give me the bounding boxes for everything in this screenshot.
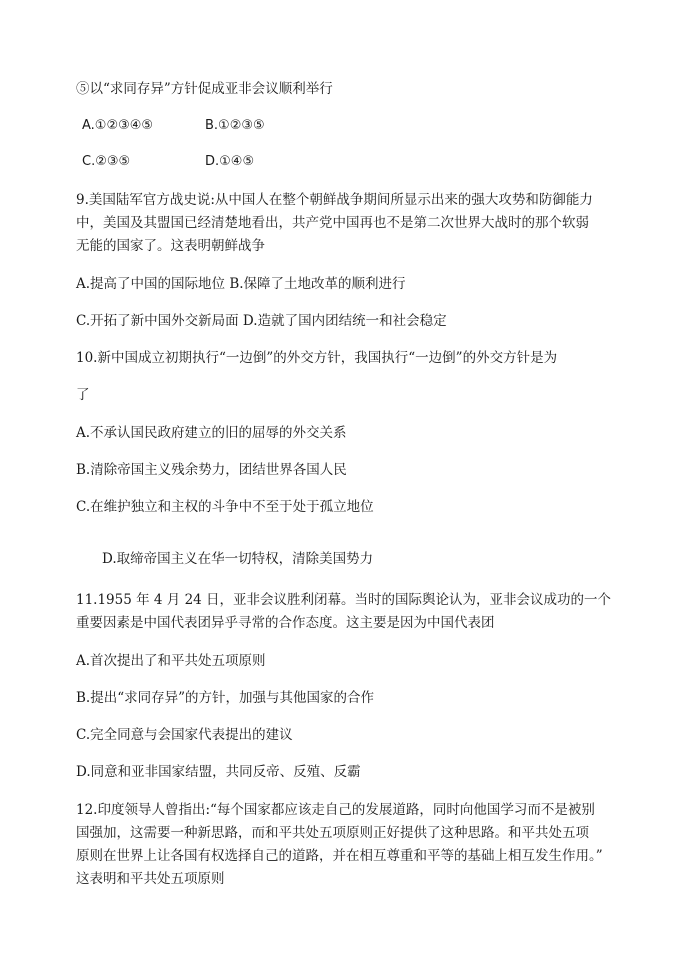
q10-option-d: D.取缔帝国主义在华一切特权，清除美国势力	[102, 551, 374, 567]
q10-stem-line-1: 10.新中国成立初期执行“一边倒”的外交方针，我国执行“一边倒”的外交方针是为	[76, 350, 558, 366]
q10-stem-line-2: 了	[76, 387, 90, 403]
q8-option-c: C.②③⑤	[82, 154, 131, 169]
q11-option-b: B.提出“求同存异”的方针，加强与其他国家的合作	[76, 690, 375, 706]
q11-option-d: D.同意和亚非国家结盟，共同反帝、反殖、反霸	[76, 764, 361, 780]
q9-options-line-1: A.提高了中国的国际地位 B.保障了土地改革的顺利进行	[76, 276, 406, 292]
q10-option-a: A.不承认国民政府建立的旧的屈辱的外交关系	[76, 425, 347, 441]
q9-stem-line-3: 无能的国家了。这表明朝鲜战争	[76, 238, 265, 254]
q11-option-a: A.首次提出了和平共处五项原则	[76, 653, 266, 669]
q12-stem-line-1: 12.印度领导人曾指出:“每个国家都应该走自己的发展道路，同时向他国学习而不是被别	[76, 802, 595, 818]
q8-option-a: A.①②③④⑤	[82, 118, 154, 133]
q12-stem-line-3: 原则在世界上让各国有权选择自己的道路，并在相互尊重和平等的基础上相互发生作用。”	[76, 848, 603, 864]
q9-stem-line-1: 9.美国陆军官方战史说:从中国人在整个朝鲜战争期间所显示出来的强大攻势和防御能力	[76, 192, 593, 208]
q12-stem-line-4: 这表明和平共处五项原则	[76, 871, 225, 887]
q8-option-d: D.①④⑤	[205, 154, 255, 169]
q10-option-c: C.在维护独立和主权的斗争中不至于处于孤立地位	[76, 499, 374, 515]
q8-item-5: ⑤以“求同存异”方针促成亚非会议顺利举行	[76, 81, 333, 97]
q9-stem-line-2: 中，美国及其盟国已经清楚地看出，共产党中国再也不是第二次世界大战时的那个软弱	[76, 215, 589, 231]
q9-options-line-2: C.开拓了新中国外交新局面 D.造就了国内团结统一和社会稳定	[76, 313, 447, 329]
q11-stem-line-2: 重要因素是中国代表团异乎寻常的合作态度。这主要是因为中国代表团	[76, 615, 495, 631]
q11-option-c: C.完全同意与会国家代表提出的建议	[76, 727, 293, 743]
q11-stem-line-1: 11.1955 年 4 月 24 日，亚非会议胜利闭幕。当时的国际舆论认为，亚非会议成功的一个	[76, 592, 612, 608]
q8-option-b: B.①②③⑤	[205, 118, 265, 133]
q10-option-b: B.清除帝国主义残余势力，团结世界各国人民	[76, 462, 347, 478]
q12-stem-line-2: 国强加，这需要一种新思路，而和平共处五项原则正好提供了这种思路。和平共处五项	[76, 825, 589, 841]
